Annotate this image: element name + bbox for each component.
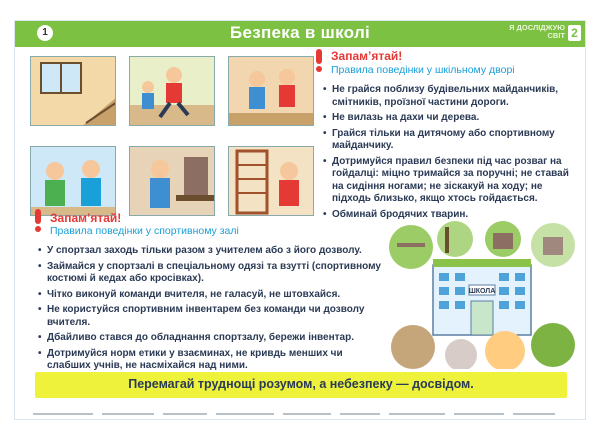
list-item: • Займайся у спортзалі в спеціальному одязі та взутті (спортивному костюмі й кедах або кросівках). (38, 261, 384, 286)
list-item: • Дотримуйся правил безпеки під час розваг на гойдалці: міцно тримайся за поручні; не ставай на сидіння ногами; не зіскакуй на ходу; не підходь близько, якщо хтось гойдається. (323, 156, 575, 206)
comic-panel-running-boy (129, 56, 215, 126)
fight-illustration (229, 57, 314, 126)
yard-rules-list (323, 84, 575, 224)
page-title: Безпека в школі (229, 23, 371, 42)
series-badge: 2 (568, 25, 581, 41)
school-building-illustration (387, 221, 577, 369)
school-sign: ШКОЛА (468, 288, 496, 295)
kids-talking-illustration (31, 147, 116, 216)
series-line-1: Я ДОСЛІДЖУЮ (509, 23, 565, 32)
list-item: • Грайся тільки на дитячому або спортивному майданчику. (323, 128, 575, 153)
list-item: • У спортзал заходь тільки разом з учителем або з його дозволу. (38, 245, 384, 258)
series-line-2: СВІТ (547, 31, 565, 40)
gym-subtitle: Правила поведінки у спортивному залі (50, 225, 239, 237)
yard-memo-title: Запам’ятай! (331, 49, 403, 63)
list-item: • Обминай бродячих тварин. (323, 209, 575, 222)
list-item: • Дотримуйся норм етики у взаєминах, не кривдь менших чи слабших учнів, не насміхайся над ними. (38, 348, 384, 373)
comic-panel-gym-bars (228, 146, 314, 216)
gym-bars-illustration (229, 147, 314, 216)
series-label (509, 24, 565, 40)
gym-rules-list (38, 245, 384, 376)
running-boy-illustration (130, 57, 215, 126)
list-item: • Не користуйся спортивним інвентарем без команди чи дозволу вчителя. (38, 304, 384, 329)
comic-panels (30, 56, 314, 216)
imprint-fine-print (33, 405, 573, 415)
list-item: • Чітко виконуй команди вчителя, не галасуй, не штовхайся. (38, 289, 384, 302)
school-scene-illustration (387, 221, 577, 369)
exclamation-mascot-icon (313, 49, 325, 73)
gym-memo-title: Запам’ятай! (50, 211, 122, 225)
comic-panel-kids-talking (30, 146, 116, 216)
yard-subtitle: Правила поведінки у шкільному дворі (331, 64, 515, 76)
comic-panel-teacher (129, 146, 215, 216)
window-stairs-illustration (31, 57, 116, 126)
list-item: • Не грайся поблизу будівельних майданчиків, смітників, проїзної частини дороги. (323, 84, 575, 109)
list-item: • Дбайливо стався до обладнання спортзалу, бережи інвентар. (38, 332, 384, 345)
comic-panel-window-stairs (30, 56, 116, 126)
comic-panel-fight (228, 56, 314, 126)
teacher-illustration (130, 147, 215, 216)
motto-band (35, 372, 567, 398)
poster (14, 20, 586, 420)
header-band (15, 21, 585, 47)
page-number: 1 (37, 25, 53, 41)
exclamation-mascot-icon (32, 209, 44, 233)
motto-text: Перемагай труднощі розумом, а небезпеку — досвідом. (128, 377, 474, 391)
list-item: • Не вилазь на дахи чи дерева. (323, 112, 575, 125)
